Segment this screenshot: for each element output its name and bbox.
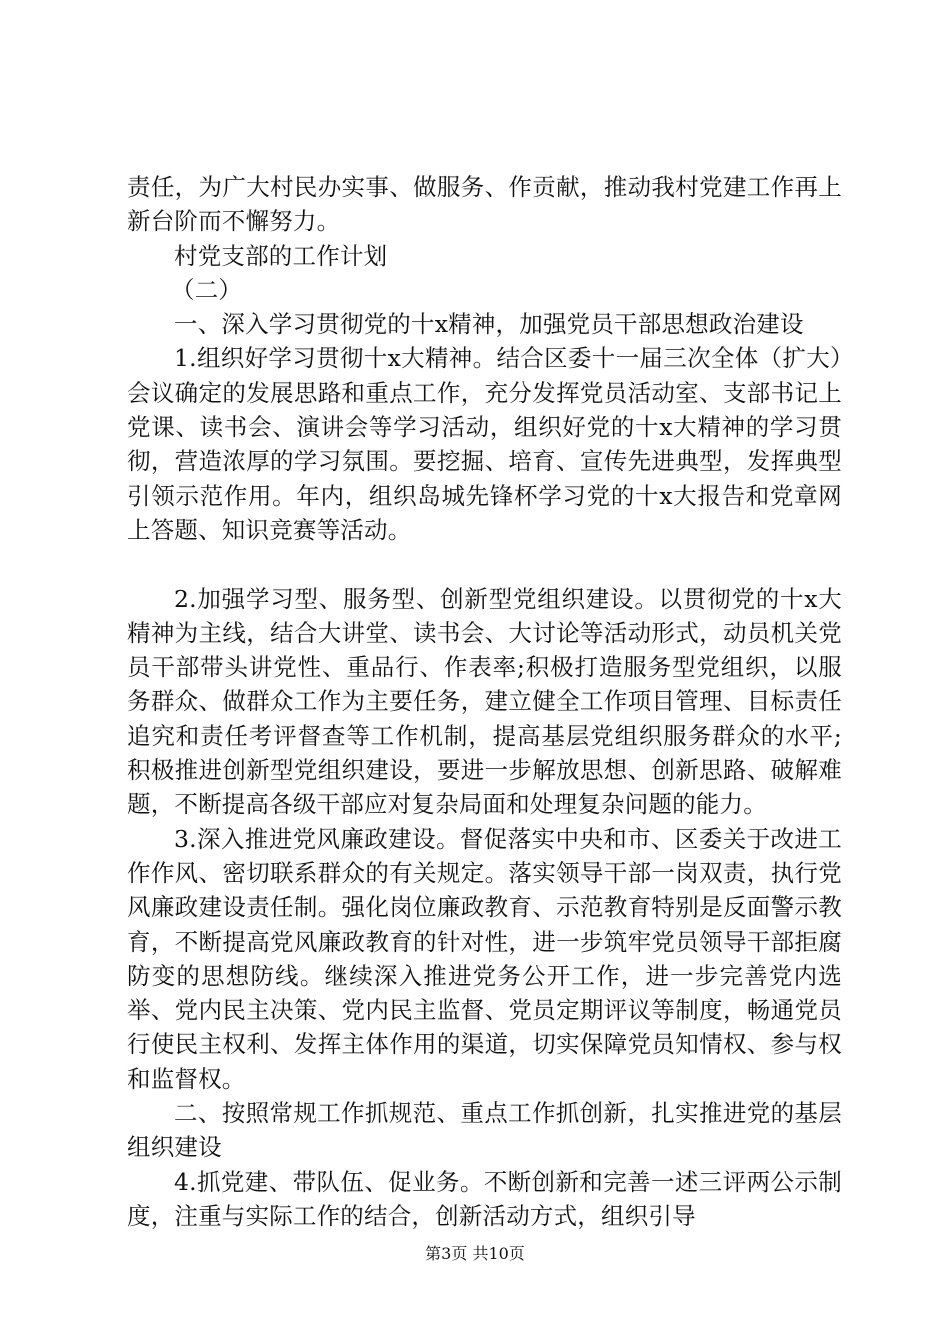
heading-two: 二、按照常规工作抓规范、重点工作抓创新，扎实推进党的基层组织建设 — [127, 1099, 842, 1162]
paragraph-item-2: 2.加强学习型、服务型、创新型党组织建设。以贯彻党的十x大精神为主线，结合大讲堂、读书会、大讨论等活动形式，动员机关党员干部带头讲党性、重品行、作表率;积极打造服务型党组织，以服务群众、做群众工作为主要任务，建立健全工作项目管理、目标责任追究和责任考评督查等工作机制，提高基层党组织服务群众的水平;积极推进创新型党组织建设，要进一步解放思想、创新思路、破解难题，不断提高各级干部应对复杂局面和处理复杂问题的能力。 — [127, 584, 842, 819]
section-number: （二） — [171, 275, 243, 304]
paragraph-continuation: 责任，为广大村民办实事、做服务、作贡献，推动我村党建工作再上新台阶而不懈努力。 — [127, 173, 842, 236]
paragraph-item-1: 1.组织好学习贯彻十x大精神。结合区委十一届三次全体（扩大）会议确定的发展思路和重点工作，充分发挥党员活动室、支部书记上党课、读书会、演讲会等学习活动，组织好党的十x大精神的学习贯彻，营造浓厚的学习氛围。要挖掘、培育、宣传先进典型，发挥典型引领示范作用。年内，组织岛城先锋杯学习党的十x大报告和党章网上答题、知识竞赛等活动。 — [127, 344, 842, 544]
heading-one: 一、深入学习贯彻党的十x精神，加强党员干部思想政治建设 — [174, 310, 804, 339]
paragraph-item-4: 4.抓党建、带队伍、促业务。不断创新和完善一述三评两公示制度，注重与实际工作的结合，创新活动方式，组织引导 — [127, 1167, 842, 1230]
paragraph-item-3: 3.深入推进党风廉政建设。督促落实中央和市、区委关于改进工作作风、密切联系群众的有关规定。落实领导干部一岗双责，执行党风廉政建设责任制。强化岗位廉政教育、示范教育特别是反面警示教育，不断提高党风廉政教育的针对性，进一步筑牢党员领导干部拒腐防变的思想防线。继续深入推进党务公开工作，进一步完善党内选举、党内民主决策、党内民主监督、党员定期评议等制度，畅通党员行使民主权利、发挥主体作用的渠道，切实保障党员知情权、参与权和监督权。 — [127, 824, 842, 1093]
section-title: 村党支部的工作计划 — [174, 241, 388, 270]
document-body — [127, 170, 842, 1233]
page-footer: 第3页 共10页 — [425, 1244, 525, 1263]
